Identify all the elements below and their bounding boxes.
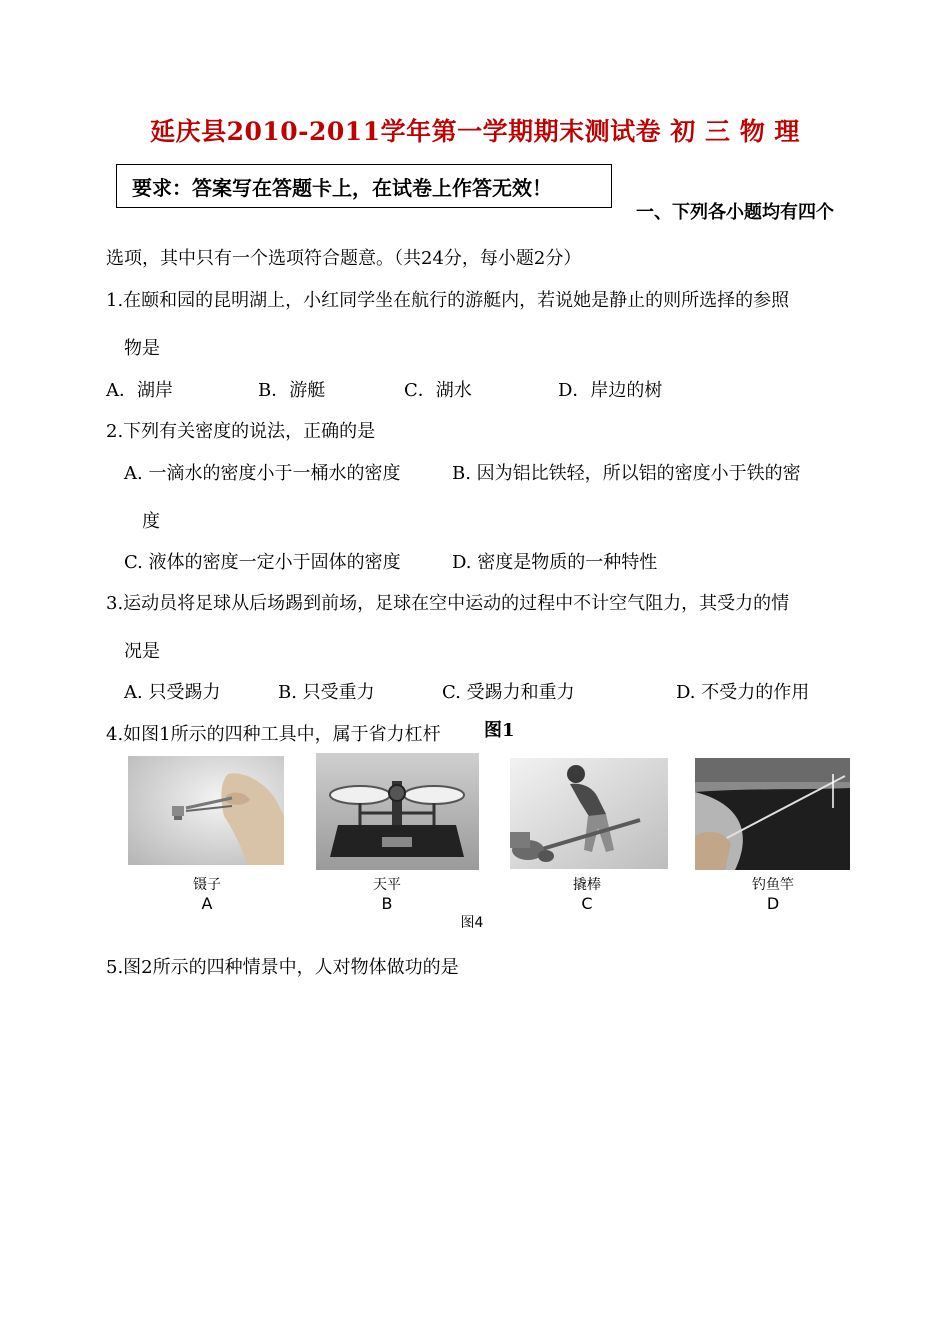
q3-stem: 3.运动员将足球从后场踢到前场，足球在空中运动的过程中不计空气阻力，其受力的情 [106, 593, 790, 614]
q3-option-b: B. 只受重力 [278, 682, 375, 703]
page-title: 延庆县2010-2011学年第一学期期末测试卷 初 三 物 理 [150, 117, 800, 146]
q1-option-b: B．游艇 [258, 380, 326, 401]
letter-c: C [581, 894, 593, 913]
section-heading-part1: 一、下列各小题均有四个 [636, 202, 834, 223]
balance-scale-image [316, 753, 479, 870]
q2-option-c: C. 液体的密度一定小于固体的密度 [124, 552, 401, 573]
q1-stem: 1.在颐和园的昆明湖上，小红同学坐在航行的游艇内，若说她是静止的则所选择的参照 [106, 290, 790, 311]
caption-fishing-rod: 钓鱼竿 [752, 877, 794, 893]
q2-stem: 2.下列有关密度的说法，正确的是 [106, 421, 376, 442]
q2-option-b-cont: 度 [142, 511, 160, 532]
q1-option-a: A．湖岸 [106, 380, 173, 401]
q2-option-a: A. 一滴水的密度小于一桶水的密度 [124, 463, 401, 484]
requirement-text: 要求：答案写在答题卡上，在试卷上作答无效！ [132, 176, 552, 200]
q4-stem: 4.如图1所示的四种工具中，属于省力杠杆 [106, 724, 441, 745]
figure-caption: 图4 [460, 915, 484, 931]
q2-option-b: B. 因为铝比铁轻，所以铝的密度小于铁的密 [452, 463, 801, 484]
q5-stem: 5.图2所示的四种情景中，人对物体做功的是 [106, 957, 459, 978]
q1-option-d: D．岸边的树 [558, 380, 663, 401]
q3-option-d: D. 不受力的作用 [676, 682, 810, 703]
q1-option-c: C．湖水 [404, 380, 472, 401]
caption-tweezers: 镊子 [193, 877, 221, 893]
q2-option-d: D. 密度是物质的一种特性 [452, 552, 658, 573]
crowbar-image [510, 758, 668, 869]
q1-stem-cont: 物是 [124, 338, 160, 359]
letter-d: D [766, 894, 780, 913]
fishing-rod-image [695, 758, 850, 870]
q3-option-a: A. 只受踢力 [124, 682, 221, 703]
q4-figure-label: 图1 [484, 720, 515, 741]
letter-b: B [381, 894, 393, 913]
caption-balance: 天平 [373, 877, 401, 893]
tweezers-image [128, 756, 284, 865]
q3-stem-cont: 况是 [124, 641, 160, 662]
letter-a: A [201, 894, 213, 913]
q3-option-c: C. 受踢力和重力 [442, 682, 575, 703]
section-heading-part2: 选项，其中只有一个选项符合题意。（共24分，每小题2分） [106, 248, 582, 269]
caption-crowbar: 撬棒 [573, 877, 601, 893]
